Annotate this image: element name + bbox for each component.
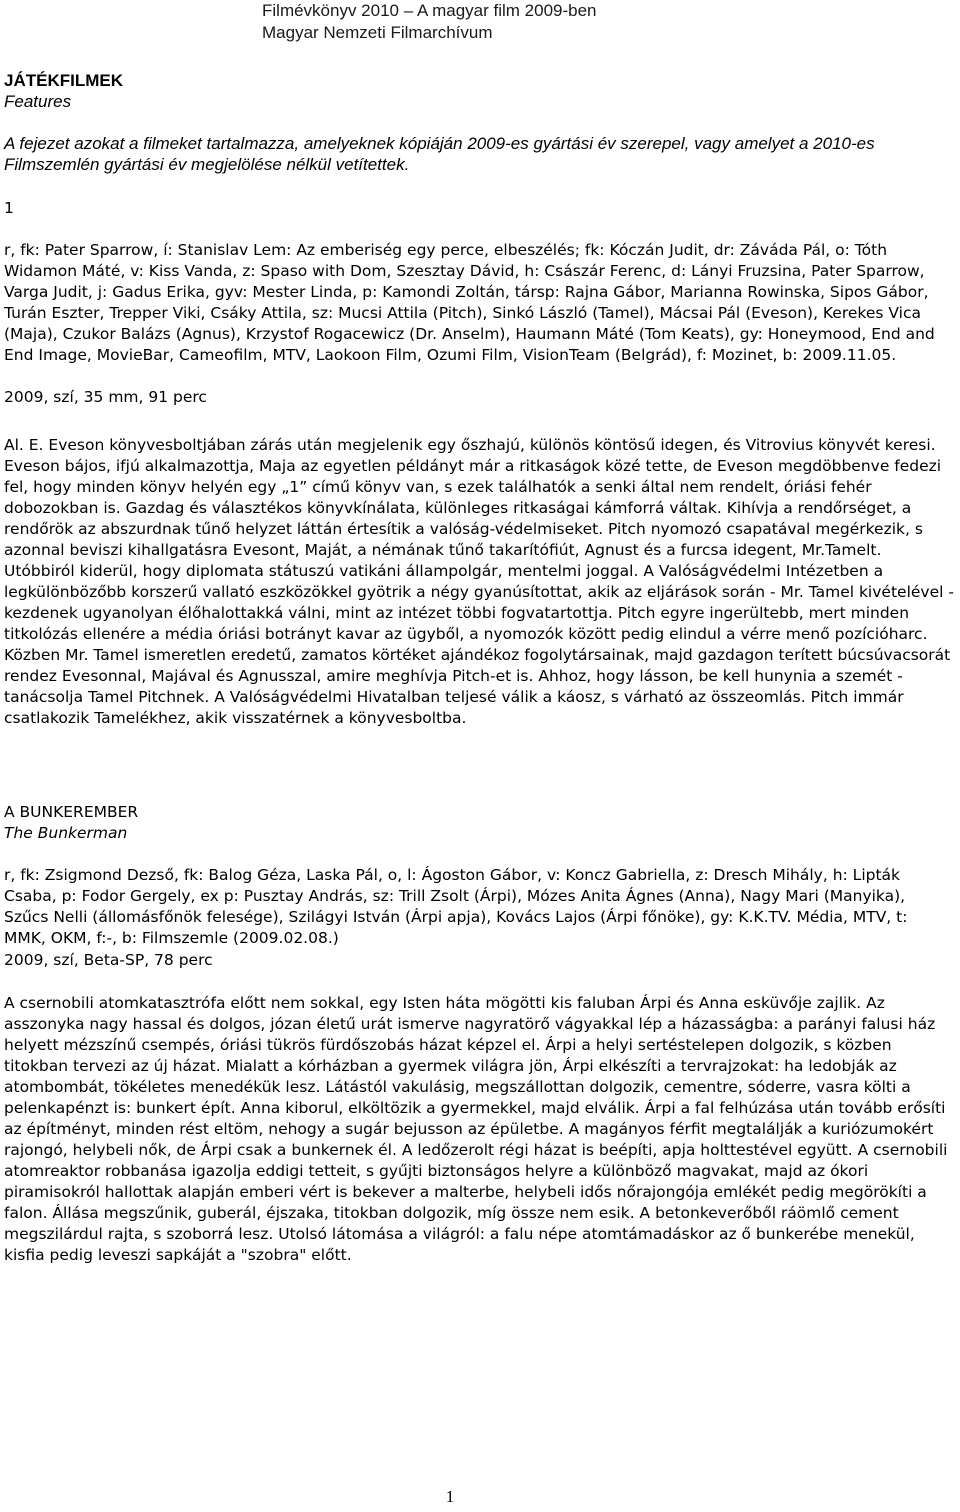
film-tech-data: 2009, szí, 35 mm, 91 perc bbox=[4, 388, 207, 406]
section-heading bbox=[4, 70, 954, 112]
section-subtitle: Features bbox=[4, 92, 72, 111]
film-tech-data: 2009, szí, Beta-SP, 78 perc bbox=[4, 951, 213, 969]
film-title: A BUNKEREMBER bbox=[4, 803, 139, 821]
page-number: 1 bbox=[445, 1487, 455, 1506]
film-title: 1 bbox=[4, 199, 14, 217]
film-credits: r, fk: Zsigmond Dezső, fk: Balog Géza, Laska Pál, o, l: Ágoston Gábor, v: Koncz Gabriella, z: Dresch Mihály, h: Lipták Csaba, p: Fodor Gergely, ex p: Pusztay András, sz: Trill Zsolt (Árpi), Mózes Anita Ágnes (Anna), Nagy Mari (Manyika), Szűcs Nelli (állomásfőnök felesége), Szilágyi István (Árpi apja), Kovács Lajos (Árpi főnöke), gy: K.K.TV. Média, MTV, t: MMK, OKM, f:-, b: Filmszemle (2009.02.08.) bbox=[4, 866, 908, 947]
film-synopsis: Al. E. Eveson könyvesboltjában zárás után megjelenik egy őszhajú, különös köntösű idegen, és Vitrovius könyvét keresi. Eveson bájos, ifjú alkalmazottja, Maja az egyetlen példányt már a ritkaságok közé tette, de Eveson megdöbbenve fedezi fel, hogy minden könyv helyén egy „1” című könyv van, s ezek találhatók a senki által nem rendelt, óriási fehér dobozokban is. Gazdag és választékos könyvkínálata, különleges ritkaságai kámforrá váltak. Kihívja a rendőrséget, a rendőrök az abszurdnak tűnő helyzet láttán értesítik a valóság-védelmiseket. Pitch nyomozó csapatával megérkezik, s azonnal beviszi kihallgatásra Evesont, Maját, a némának tűnő takarítófiút, Agnust és a furcsa idegent, Mr.Tamelt. Utóbbiról kiderül, hogy diplomata státuszú vatikáni állampolgár, mentelmi joggal. A Valóságvédelmi Intézetben a legkülönbözőbb korszerű vallató eszközökkel gyötrik a négy gyanúsítottat, akik az eljárások során - Mr. Tamel kivételével - kezdenek ugyanolyan élőhalottakká válni, mint az intézet többi fogvatartottja. Pitch egyre ingerültebb, mert minden titkolózás ellenére a média óriási botrányt kavar az ügyből, a nyomozók között pedig elindul a vérre menő pozícióharc. Közben Mr. Tamel ismeretlen eredetű, zamatos körtéket ajándékoz fogolytársainak, majd gazdagon terített búcsúvacsorát rendez Evesonnal, Majával és Agnusszal, amire meghívja Pitch-et is. Ahhoz, hogy lásson, be kell hunynia a szemét - tanácsolja Tamel Pitchnek. A Valóságvédelmi Hivatalban teljesé válik a káosz, s várható az összeomlás. Pitch immár csatlakozik Tamelékhez, akik visszatérnek a könyvesboltba. bbox=[4, 436, 954, 727]
header-line-2: Magyar Nemzeti Filmarchívum bbox=[262, 23, 493, 42]
film-credits: r, fk: Pater Sparrow, í: Stanislav Lem: Az emberiség egy perce, elbeszélés; fk: Kóczán Judit, dr: Záváda Pál, o: Tóth Widamon Máté, v: Kiss Vanda, z: Spaso with Dom, Szesztay Dávid, h: Császár Ferenc, d: Lányi Fruzsina, Pater Sparrow, Varga Judit, j: Gadus Erika, gyv: Mester Linda, p: Kamondi Zoltán, társp: Rajna Gábor, Marianna Rowinska, Sipos Gábor, Turán Eszter, Trepper Viki, Csáky Attila, sz: Mucsi Attila (Pitch), Sinkó László (Tamel), Mácsai Pál (Eveson), Kerekes Vica (Maja), Czukor Balázs (Agnus), Krzystof Rogacewicz (Dr. Anselm), Haumann Máté (Tom Keats), gy: Honeymood, End and End Image, MovieBar, Cameofilm, MTV, Laokoon Film, Ozumi Film, VisionTeam (Belgrád), f: Mozinet, b: 2009.11.05. bbox=[4, 241, 935, 364]
section-intro: A fejezet azokat a filmeket tartalmazza, amelyeknek kópiáján 2009-es gyártási év szerepel, vagy amelyet a 2010-es Filmszemlén gyártási év megjelölése nélkül vetítettek. bbox=[4, 134, 875, 174]
running-header bbox=[262, 0, 712, 44]
film-english-title: The Bunkerman bbox=[4, 824, 128, 842]
film-synopsis: A csernobili atomkatasztrófa előtt nem sokkal, egy Isten háta mögötti kis faluban Árpi és Anna esküvője zajlik. Az asszonyka nagy hassal és dolgos, józan életű urát ismerve nagyratörő vágyakkal lép a házasságba: a parányi falusi ház helyett mézszínű csempés, óriási tükrös fürdőszobás házat képzel el. Árpi a helyi sertéstelepen dolgozik, s közben titokban tervezi az új házat. Mialatt a kórházban a gyermek világra jön, Árpi elkészíti a tervrajzokat: ha ledobják az atombombát, tökéletes menedékük lesz. Látástól vakulásig, megszállottan dolgozik, cementre, sóderre, vasra költi a pelenkapénzt is: bunkert épít. Anna kiborul, elköltözik a gyermekkel, majd elválik. Árpi a fal felhúzása után tovább erősíti az építményt, minden rést eltöm, nehogy a sugár bejusson az épületbe. A magányos férfit megtalálják a kuriózumokért rajongó, helybeli nők, de Árpi csak a bunkernek él. A ledőzerolt régi házat is beépíti, apja holttestével együtt. A csernobili atomreaktor robbanása igazolja eddigi tetteit, s gyűjti biztonságos helyre a különböző magvakat, majd az ókori piramisokról hallottak alapján emberi vért is bekever a malterbe, helybeli idős nőrajongója emlékét pedig megörökíti a falon. Állása megszűnik, guberál, éjszaka, titokban dolgozik, míg össze nem esik. A betonkeverőből ráömlő cement megszilárdul rajta, s szoborrá lesz. Utolsó látomása a világról: a falu népe atomtámadáskor az ő bunkerébe menekül, kisfia pedig leveszi sapkáját a "szobra" előtt. bbox=[4, 994, 948, 1264]
section-title: JÁTÉKFILMEK bbox=[4, 71, 123, 90]
header-line-1: Filmévkönyv 2010 – A magyar film 2009-ben bbox=[262, 1, 597, 20]
